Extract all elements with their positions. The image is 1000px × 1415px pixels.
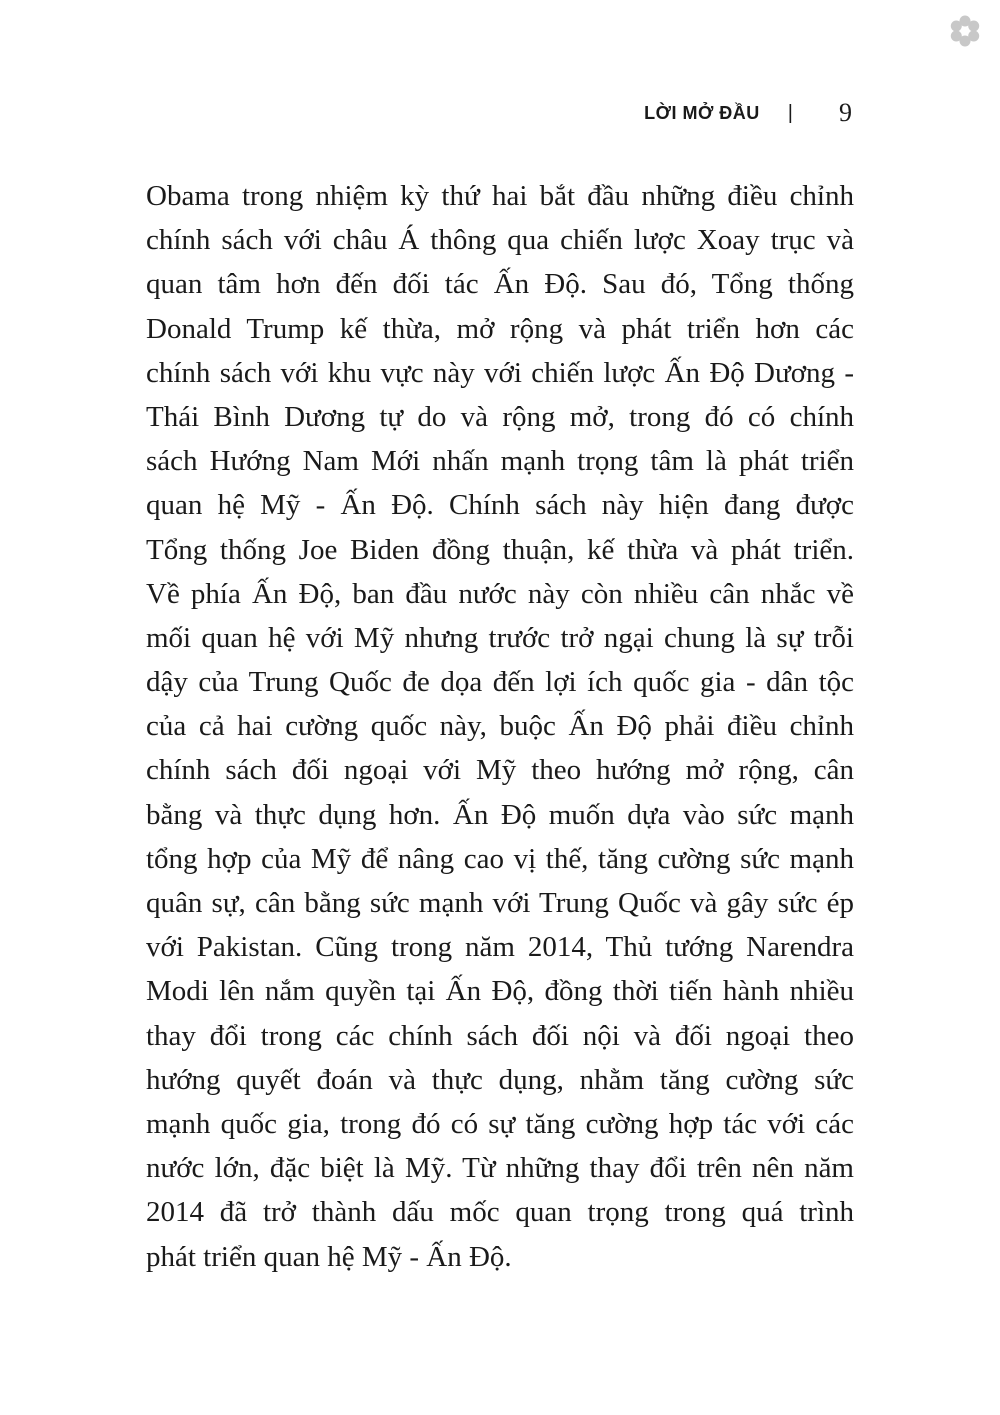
text-line: thay đổi trong các chính sách đối nội và đối ngoại theo xyxy=(146,1019,854,1052)
page-number: 9 xyxy=(839,98,852,127)
text-line: Về phía Ấn Độ, ban đầu nước này còn nhiều cân nhắc về xyxy=(146,577,854,610)
text-line: chính sách với khu vực này với chiến lược Ấn Độ Dương - xyxy=(146,356,854,389)
text-line: của cả hai cường quốc này, buộc Ấn Độ phải điều chỉnh xyxy=(146,710,854,743)
text-line: Donald Trump kế thừa, mở rộng và phát triển hơn các xyxy=(146,312,854,345)
text-line: mạnh quốc gia, trong đó có sự tăng cường hợp tác với các xyxy=(146,1107,854,1140)
text-line: 2014 đã trở thành dấu mốc quan trọng trong quá trình xyxy=(146,1196,854,1229)
text-line: mối quan hệ với Mỹ nhưng trước trở ngại chung là sự trỗi xyxy=(146,621,854,654)
text-line: quan tâm hơn đến đối tác Ấn Độ. Sau đó, Tổng thống xyxy=(146,268,854,301)
text-line: sách Hướng Nam Mới nhấn mạnh trọng tâm là phát triển xyxy=(146,445,854,478)
running-header xyxy=(600,96,852,130)
text-line: nước lớn, đặc biệt là Mỹ. Từ những thay đổi trên nên năm xyxy=(146,1152,854,1185)
text-line: Tổng thống Joe Biden đồng thuận, kế thừa và phát triển. xyxy=(146,533,854,566)
chapter-title: LỜI MỞ ĐẦU xyxy=(644,102,760,123)
text-line: với Pakistan. Cũng trong năm 2014, Thủ tướng Narendra xyxy=(146,931,854,964)
flower-logo-icon xyxy=(948,14,982,48)
body-paragraph xyxy=(146,174,854,1279)
text-line: phát triển quan hệ Mỹ - Ấn Độ. xyxy=(146,1240,512,1273)
text-line: chính sách với châu Á thông qua chiến lược Xoay trục và xyxy=(146,224,854,257)
text-line: quan hệ Mỹ - Ấn Độ. Chính sách này hiện đang được xyxy=(146,489,854,522)
text-line: hướng quyết đoán và thực dụng, nhằm tăng cường sức xyxy=(146,1063,854,1096)
text-line: dậy của Trung Quốc đe dọa đến lợi ích quốc gia - dân tộc xyxy=(146,666,854,699)
text-line: tổng hợp của Mỹ để nâng cao vị thế, tăng cường sức mạnh xyxy=(146,842,854,875)
text-line: chính sách đối ngoại với Mỹ theo hướng mở rộng, cân xyxy=(146,754,854,787)
header-separator: | xyxy=(787,101,793,124)
text-line: bằng và thực dụng hơn. Ấn Độ muốn dựa vào sức mạnh xyxy=(146,798,854,831)
text-line: Modi lên nắm quyền tại Ấn Độ, đồng thời tiến hành nhiều xyxy=(146,975,854,1008)
text-line: quân sự, cân bằng sức mạnh với Trung Quốc và gây sức ép xyxy=(146,887,854,919)
text-line: Thái Bình Dương tự do và rộng mở, trong đó có chính xyxy=(146,400,854,433)
text-line: Obama trong nhiệm kỳ thứ hai bắt đầu những điều chỉnh xyxy=(146,180,854,212)
